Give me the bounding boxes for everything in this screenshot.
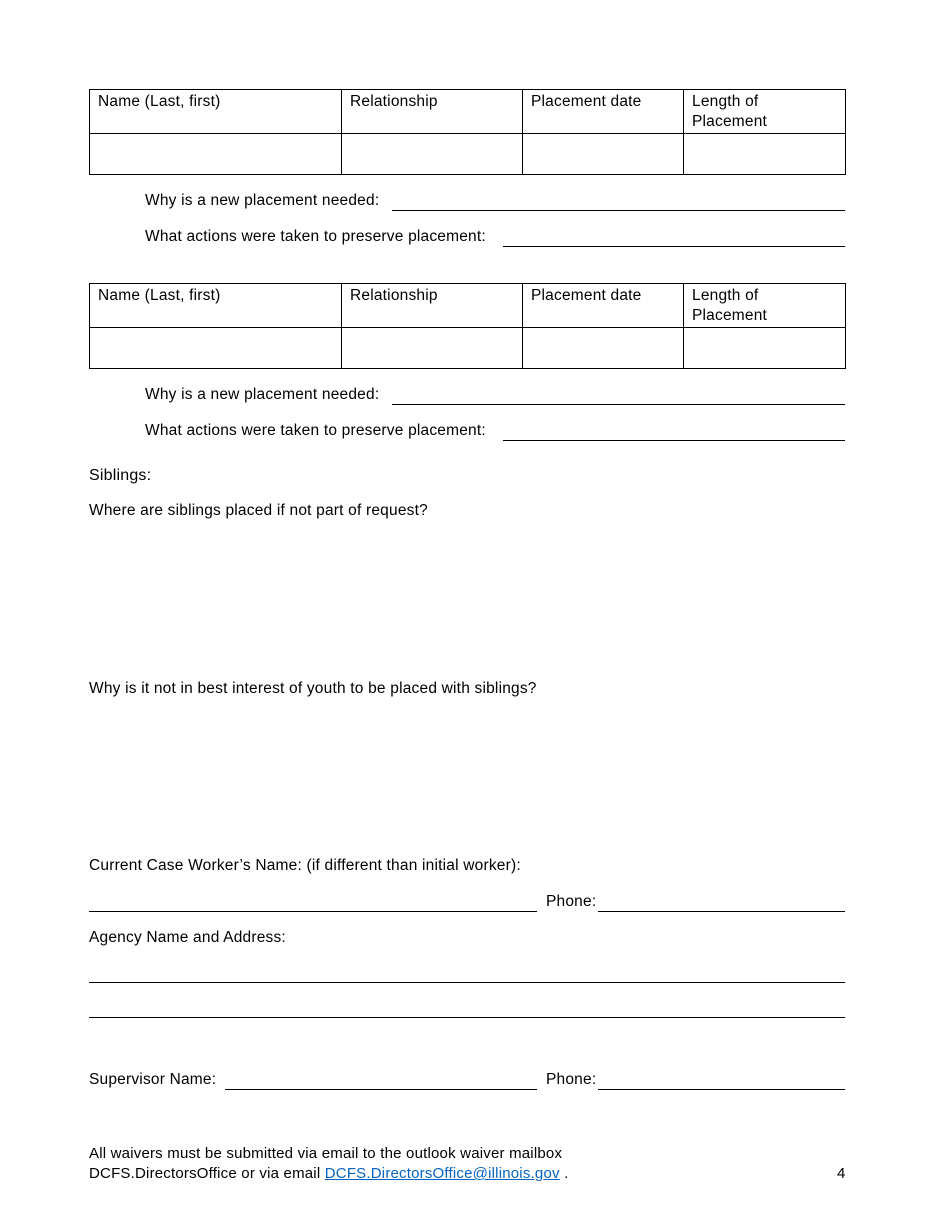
cell-length-of-placement[interactable] xyxy=(684,134,846,175)
table-header-row xyxy=(90,284,846,328)
actions-preserve-field-2[interactable] xyxy=(503,440,845,441)
placement-table-2 xyxy=(89,283,846,369)
case-worker-name-field[interactable] xyxy=(89,911,537,912)
page-number: 4 xyxy=(837,1165,846,1182)
agency-name-address-label: Agency Name and Address: xyxy=(89,929,286,946)
header-length-of-placement: Length of Placement xyxy=(684,90,846,134)
header-name: Name (Last, first) xyxy=(90,90,342,134)
header-name: Name (Last, first) xyxy=(90,284,342,328)
footer-notice-line-1: All waivers must be submitted via email to the outlook waiver mailbox xyxy=(89,1145,563,1162)
siblings-heading: Siblings: xyxy=(89,467,152,484)
supervisor-name-label: Supervisor Name: xyxy=(89,1071,217,1088)
siblings-where-question: Where are siblings placed if not part of request? xyxy=(89,502,428,519)
actions-preserve-field-1[interactable] xyxy=(503,246,845,247)
table-row xyxy=(90,328,846,369)
why-new-placement-field-2[interactable] xyxy=(392,404,845,405)
placement-table-1 xyxy=(89,89,846,175)
why-new-placement-label-2: Why is a new placement needed: xyxy=(145,386,380,403)
supervisor-phone-field[interactable] xyxy=(598,1089,845,1090)
case-worker-name-label: Current Case Worker’s Name: (if different than initial worker): xyxy=(89,857,521,874)
footer-line2-prefix: DCFS.DirectorsOffice or via email xyxy=(89,1165,325,1182)
siblings-where-answer-area[interactable] xyxy=(89,522,845,672)
table-header-row xyxy=(90,90,846,134)
cell-length-of-placement[interactable] xyxy=(684,328,846,369)
case-worker-phone-field[interactable] xyxy=(598,911,845,912)
supervisor-name-field[interactable] xyxy=(225,1089,537,1090)
agency-address-line-1[interactable] xyxy=(89,982,845,983)
cell-relationship[interactable] xyxy=(342,328,523,369)
cell-placement-date[interactable] xyxy=(523,134,684,175)
case-worker-phone-label: Phone: xyxy=(546,893,597,910)
supervisor-phone-label: Phone: xyxy=(546,1071,597,1088)
footer-notice-line-2 xyxy=(89,1165,568,1182)
actions-preserve-label-1: What actions were taken to preserve placement: xyxy=(145,228,486,245)
header-placement-date: Placement date xyxy=(523,90,684,134)
cell-relationship[interactable] xyxy=(342,134,523,175)
why-new-placement-label-1: Why is a new placement needed: xyxy=(145,192,380,209)
actions-preserve-label-2: What actions were taken to preserve placement: xyxy=(145,422,486,439)
header-relationship: Relationship xyxy=(342,284,523,328)
why-new-placement-field-1[interactable] xyxy=(392,210,845,211)
siblings-why-question: Why is it not in best interest of youth to be placed with siblings? xyxy=(89,680,537,697)
header-placement-date: Placement date xyxy=(523,284,684,328)
siblings-why-answer-area[interactable] xyxy=(89,700,845,850)
agency-address-line-2[interactable] xyxy=(89,1017,845,1018)
table-row xyxy=(90,134,846,175)
cell-name[interactable] xyxy=(90,134,342,175)
cell-placement-date[interactable] xyxy=(523,328,684,369)
email-link[interactable]: DCFS.DirectorsOffice@illinois.gov xyxy=(324,1165,560,1182)
header-relationship: Relationship xyxy=(342,90,523,134)
cell-name[interactable] xyxy=(90,328,342,369)
header-length-of-placement: Length of Placement xyxy=(684,284,846,328)
footer-line2-suffix: . xyxy=(559,1165,569,1182)
